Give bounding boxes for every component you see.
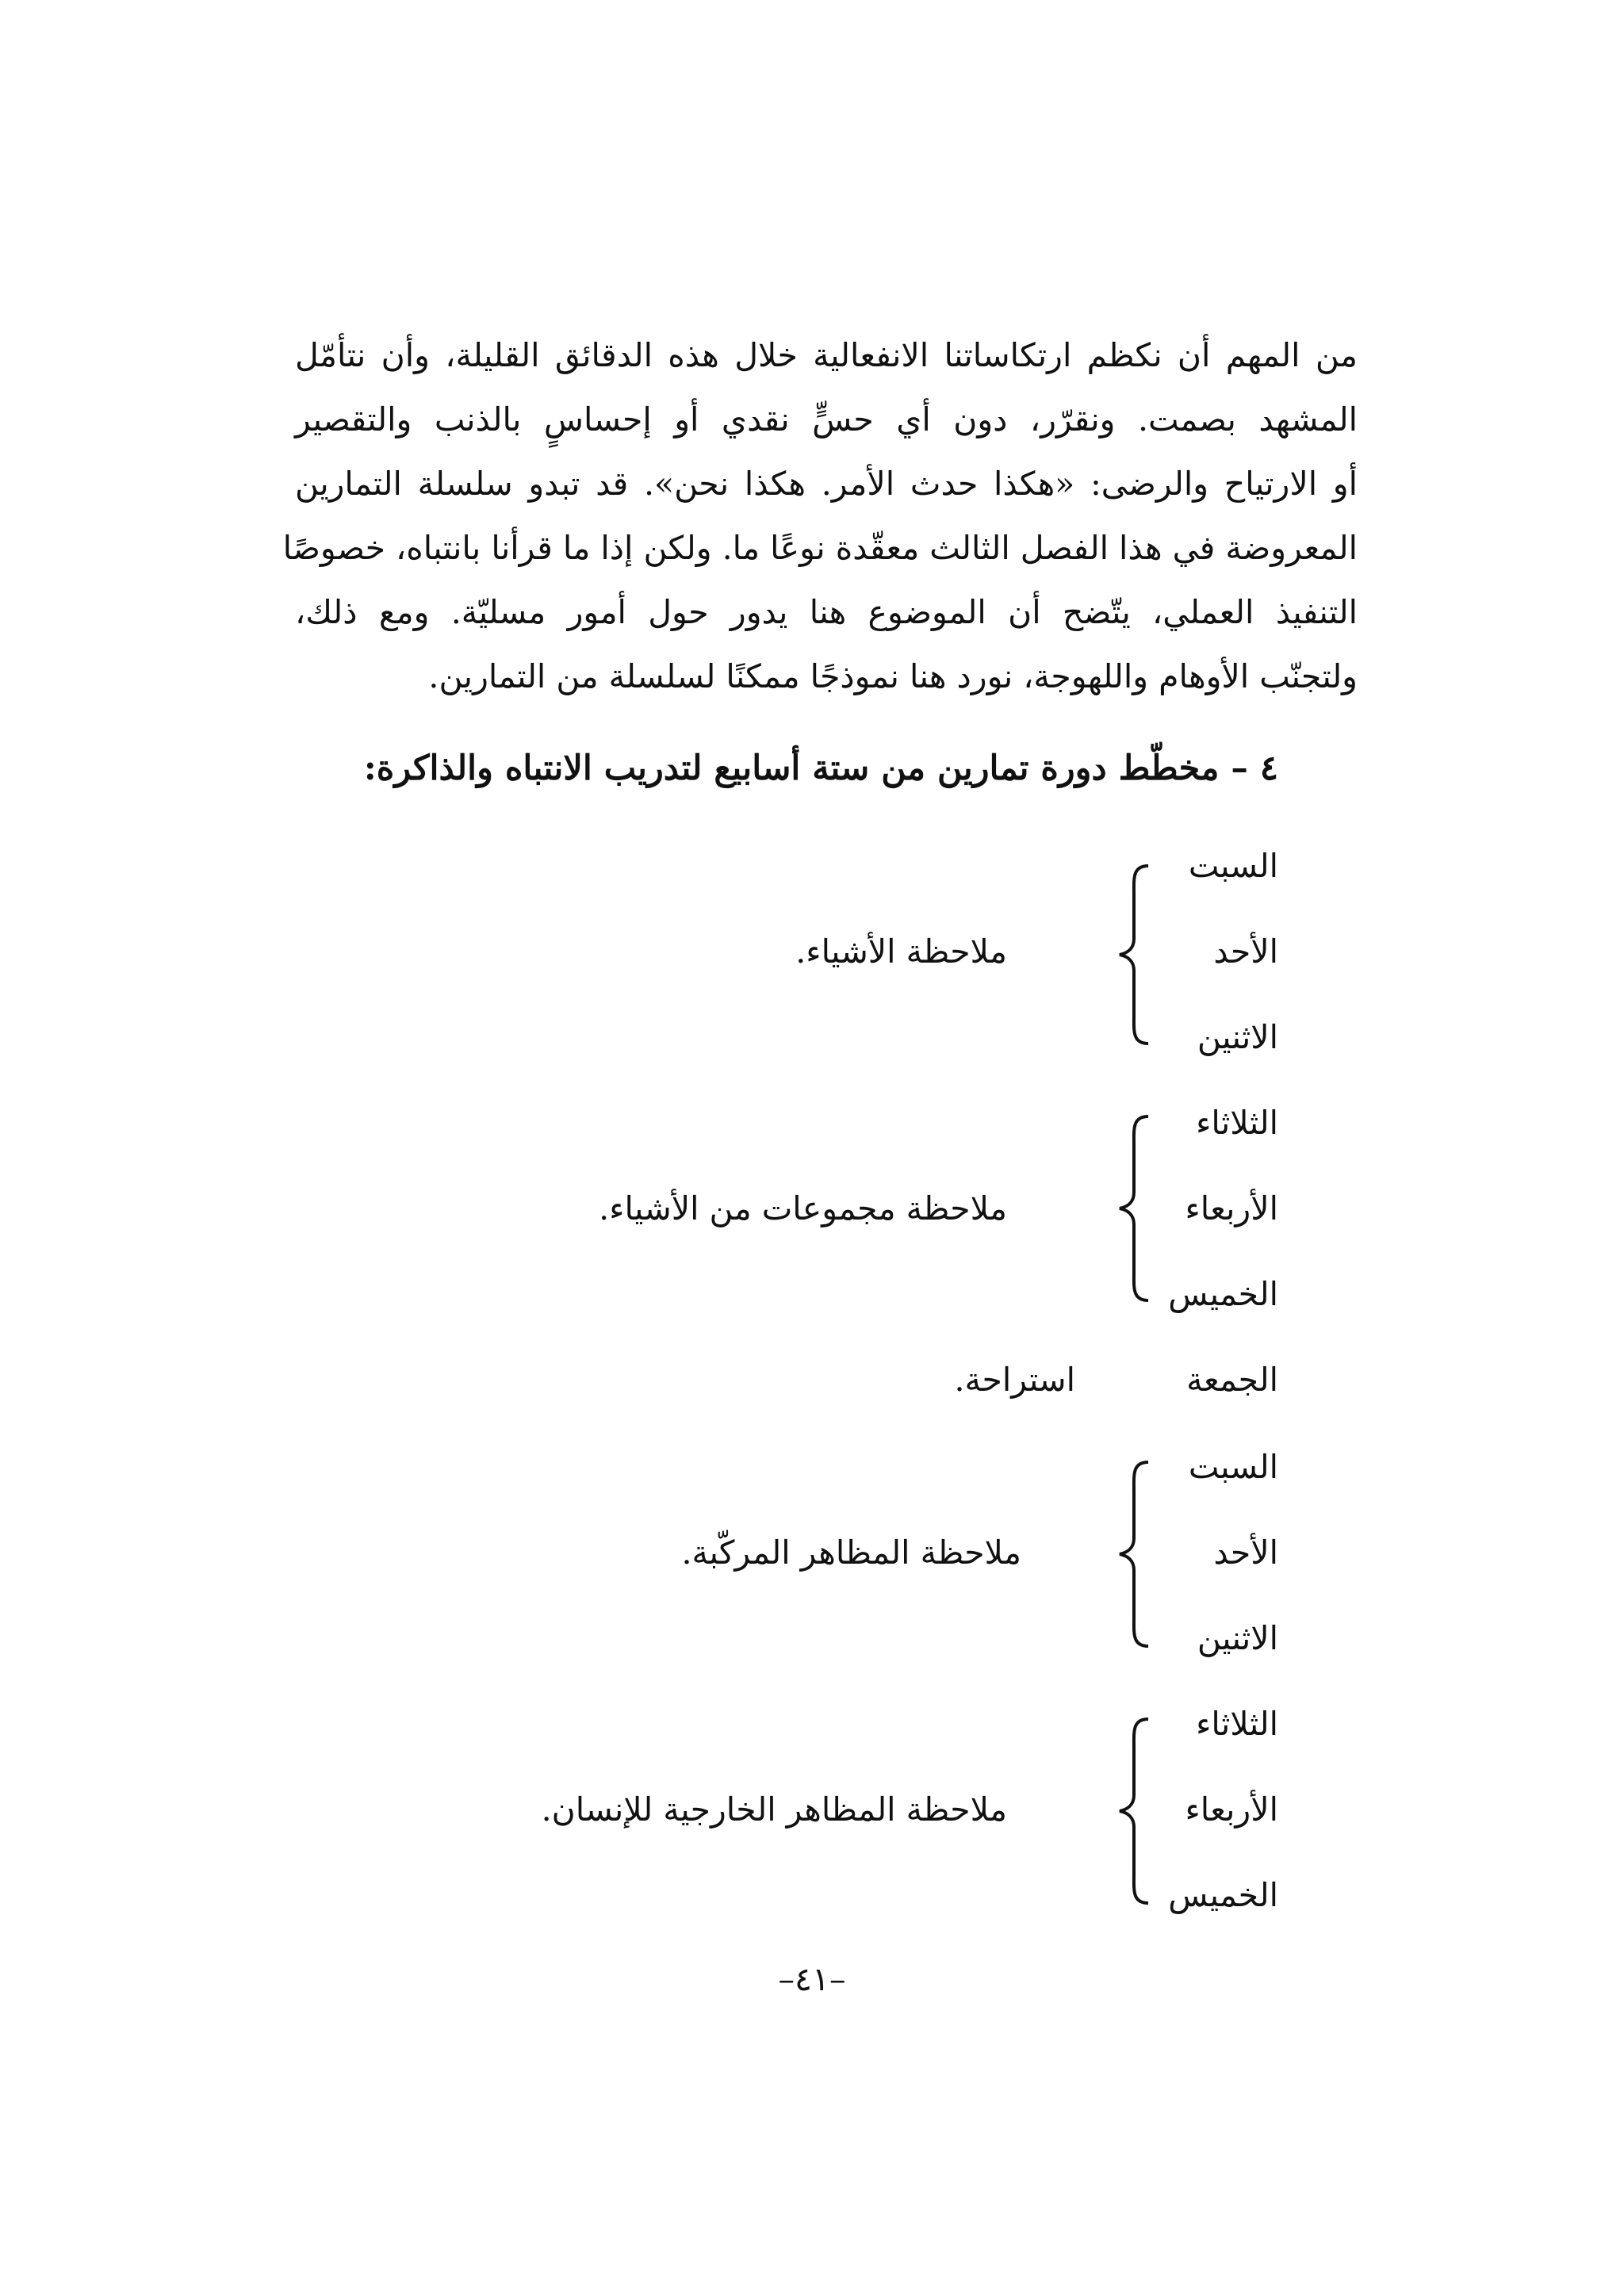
page-number: –٤١– xyxy=(778,1960,846,1998)
day-label: الثلاثاء xyxy=(1196,1705,1278,1743)
curly-brace-icon xyxy=(1110,1113,1158,1304)
paragraph-line: أو الارتياح والرضى: «هكذا حدث الأمر. هكذا نحن». قد تبدو سلسلة التمارين xyxy=(295,465,1358,503)
day-label: السبت xyxy=(1188,1448,1278,1486)
curly-brace-icon xyxy=(1110,1716,1158,1906)
curly-brace-icon xyxy=(1110,1459,1158,1649)
activity-label: ملاحظة الأشياء. xyxy=(795,932,1007,971)
day-label: الأحد xyxy=(1213,1534,1278,1572)
day-label: الأربعاء xyxy=(1185,1790,1278,1829)
activity-label: ملاحظة مجموعات من الأشياء. xyxy=(599,1189,1007,1227)
day-label: الخميس xyxy=(1168,1876,1278,1914)
paragraph-line: من المهم أن نكظم ارتكاساتنا الانفعالية خلال هذه الدقائق القليلة، وأن نتأمّل xyxy=(295,336,1358,374)
day-label: الأحد xyxy=(1213,932,1278,971)
curly-brace-icon xyxy=(1110,863,1158,1047)
paragraph-line: ولتجنّب الأوهام واللهوجة، نورد هنا نموذجًا ممكنًا لسلسلة من التمارين. xyxy=(428,657,1358,695)
section-heading: ٤ – مخطّط دورة تمارين من ستة أسابيع لتدريب الانتباه والذاكرة: xyxy=(363,749,1278,788)
paragraph-line: المشهد بصمت. ونقرّر، دون أي حسٍّ نقدي أو إحساسٍ بالذنب والتقصير xyxy=(295,400,1358,438)
activity-label: ملاحظة المظاهر الخارجية للإنسان. xyxy=(541,1790,1007,1829)
day-label: الاثنين xyxy=(1197,1018,1278,1056)
day-label: الأربعاء xyxy=(1185,1189,1278,1227)
day-label: الخميس xyxy=(1168,1275,1278,1313)
paragraph-line: التنفيذ العملي، يتّضح أن الموضوع هنا يدور حول أمور مسليّة. ومع ذلك، xyxy=(295,593,1358,631)
day-label: الثلاثاء xyxy=(1196,1104,1278,1142)
activity-label: ملاحظة المظاهر المركّبة. xyxy=(681,1534,1021,1572)
day-label: السبت xyxy=(1188,847,1278,885)
paragraph-line: المعروضة في هذا الفصل الثالث معقّدة نوعًا ما. ولكن إذا ما قرأنا بانتباه، خصوصًا xyxy=(282,529,1358,567)
day-label: الجمعة xyxy=(1186,1361,1278,1399)
day-label: الاثنين xyxy=(1197,1619,1278,1657)
body-paragraph xyxy=(282,324,1358,709)
activity-label: استراحة. xyxy=(954,1361,1075,1399)
